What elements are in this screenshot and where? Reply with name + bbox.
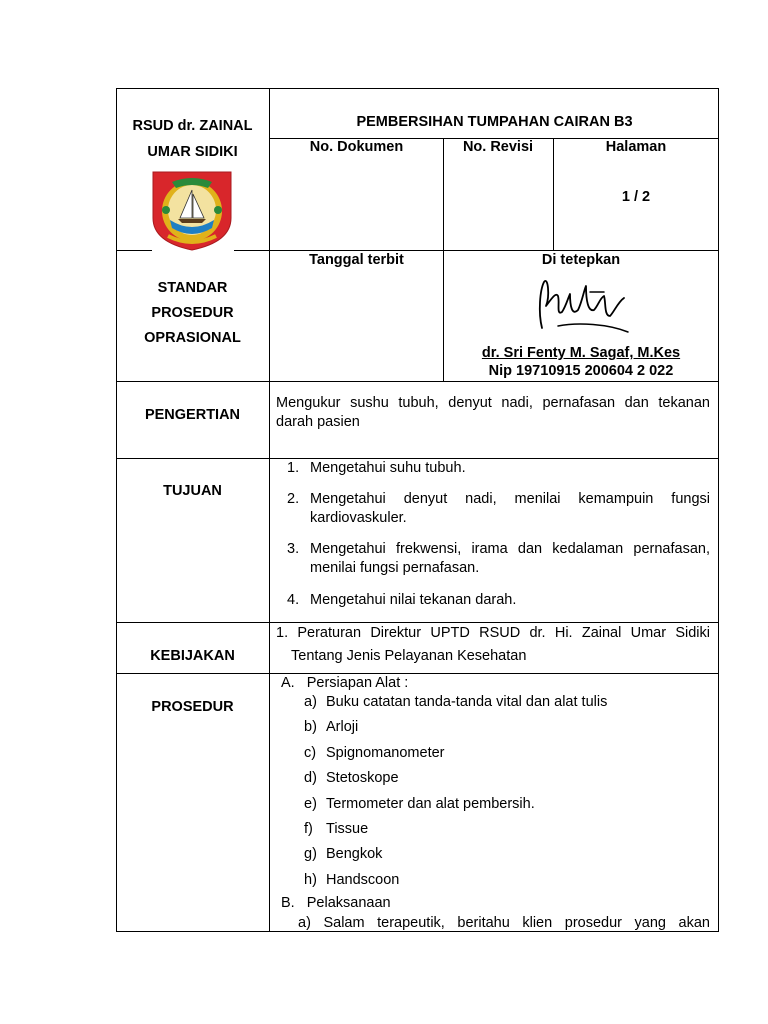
signature: [528, 272, 638, 338]
row-divider-left-b: [234, 250, 270, 251]
table-border-top: [116, 88, 719, 89]
table-border-left: [116, 88, 117, 932]
tujuan-item: 4. Mengetahui nilai tekanan darah.: [287, 592, 517, 608]
issue-date-label: Tanggal terbit: [309, 252, 404, 268]
doc-number-label: No. Dokumen: [309, 139, 404, 155]
tool-list: [304, 693, 710, 896]
row-divider-left-a: [116, 250, 152, 251]
row-divider: [116, 622, 719, 623]
tujuan-label: TUJUAN: [163, 483, 222, 499]
tujuan-item: 1. Mengetahui suhu tubuh.: [287, 460, 466, 476]
table-border-right: [718, 88, 719, 932]
list-item: h) Handscoon: [304, 871, 400, 888]
sop-label: STANDAR PROSEDUR OPRASIONAL: [144, 280, 241, 346]
kebijakan-label: KEBIJAKAN: [150, 648, 235, 664]
list-item: c) Spignomanometer: [304, 744, 445, 761]
tujuan-item: 2. Mengetahui denyut nadi, menilai kemampuin fungsi kardiovaskuler.: [287, 491, 710, 526]
page-label: Halaman: [605, 139, 667, 155]
signer-nip: Nip 19710915 200604 2 022: [488, 363, 674, 379]
row-divider: [270, 250, 719, 251]
pengertian-text: Mengukur sushu tubuh, denyut nadi, pernafasan dan tekanan darah pasien: [276, 395, 710, 430]
list-item: b) Arloji: [304, 719, 359, 736]
organization-name: RSUD dr. ZAINAL UMAR SIDIKI: [132, 118, 253, 160]
list-item: g) Bengkok: [304, 846, 383, 863]
list-item: e) Termometer dan alat pembersih.: [304, 795, 535, 812]
row-divider: [116, 673, 719, 674]
procedure-step: a) Salam terapeutik, beritahu klien prosedur yang akan: [298, 915, 710, 931]
prosedur-label: PROSEDUR: [151, 699, 234, 715]
established-label: Di tetepkan: [541, 252, 621, 268]
document-title: PEMBERSIHAN TUMPAHAN CAIRAN B3: [356, 114, 633, 130]
prosedur-section-b: B. Pelaksanaan: [281, 895, 391, 911]
signature-mark: [528, 272, 638, 338]
signer-name: dr. Sri Fenty M. Sagaf, M.Kes: [481, 345, 681, 361]
list-item: a) Buku catatan tanda-tanda vital dan alat tulis: [304, 694, 608, 710]
hospital-logo: [150, 170, 234, 252]
pengertian-label: PENGERTIAN: [144, 407, 241, 423]
list-item: d) Stetoskope: [304, 770, 399, 787]
revision-label: No. Revisi: [462, 139, 534, 155]
column-divider: [269, 88, 270, 932]
kebijakan-text-cont: Tentang Jenis Pelayanan Kesehatan: [291, 648, 527, 664]
prosedur-section-a: A. Persiapan Alat :: [281, 675, 409, 691]
page-value: 1 / 2: [621, 189, 651, 205]
row-divider: [116, 381, 719, 382]
tujuan-item: 3. Mengetahui frekwensi, irama dan kedalaman pernafasan, menilai fungsi pernafasan.: [287, 541, 710, 576]
list-item: f) Tissue: [304, 820, 369, 837]
kebijakan-text: 1. Peraturan Direktur UPTD RSUD dr. Hi. Zainal Umar Sidiki: [276, 625, 710, 641]
hospital-logo-emblem: [150, 170, 234, 252]
